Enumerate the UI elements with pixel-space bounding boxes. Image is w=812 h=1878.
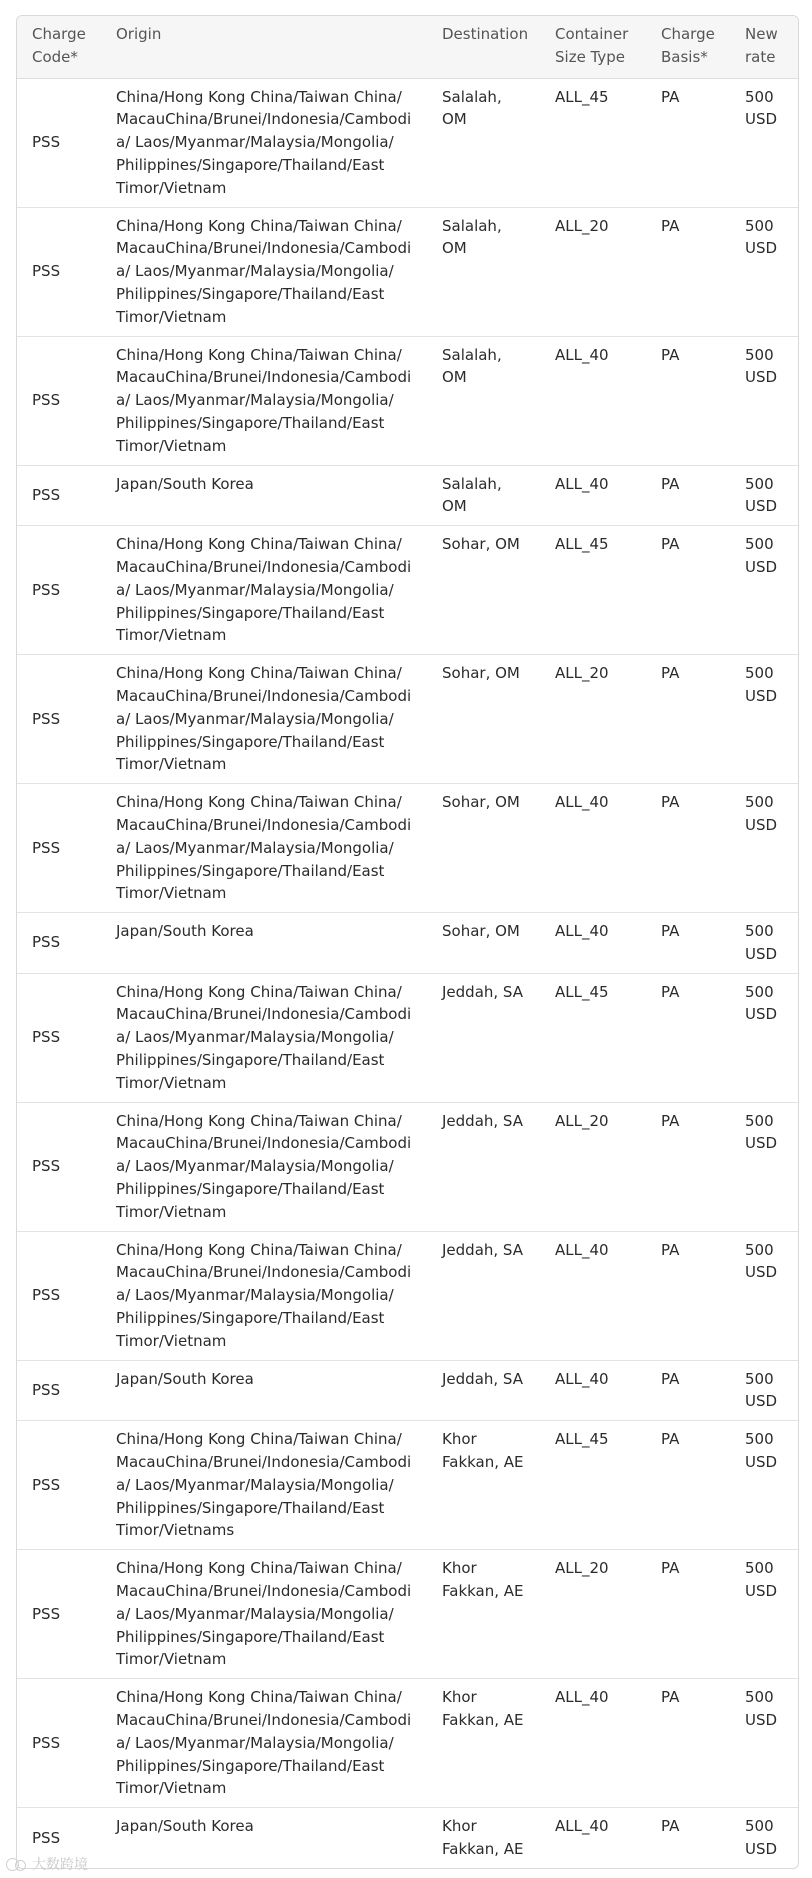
cell-new-rate: 500 USD	[730, 1679, 798, 1808]
cell-container-size-type: ALL_45	[555, 87, 609, 106]
cell-new-rate: 500 USD	[730, 207, 798, 336]
cell-container-size-type: ALL_45	[540, 1421, 646, 1550]
table-row	[17, 1421, 798, 1550]
cell-new-rate: 500 USD	[730, 1808, 798, 1868]
cell-destination: Khor Fakkan, AE	[427, 1550, 540, 1679]
cell-destination: Sohar, OM	[427, 913, 540, 974]
cell-destination: Khor Fakkan, AE	[427, 1808, 540, 1868]
table-row	[17, 1360, 798, 1421]
cell-container-size-type: ALL_40	[540, 465, 646, 526]
cell-charge-basis: PA	[646, 465, 730, 526]
cell-charge-basis: PA	[646, 1360, 730, 1421]
cell-charge-basis: PA	[646, 973, 730, 1102]
cell-origin: China/Hong Kong China/Taiwan China/ MacauChina/Brunei/Indonesia/Cambodia/ Laos/Myanmar/Malaysia/Mongolia/ Philippines/Singapore/Thailand/East Timor/Vietnam	[101, 1679, 427, 1808]
cell-destination: Sohar, OM	[427, 526, 540, 655]
table-row	[17, 1102, 798, 1231]
cell-new-rate: 500 USD	[730, 1231, 798, 1360]
cell-origin: China/Hong Kong China/Taiwan China/ MacauChina/Brunei/Indonesia/Cambodia/ Laos/Myanmar/Malaysia/Mongolia/ Philippines/Singapore/Thailand/East Timor/Vietnam	[101, 655, 427, 784]
cell-charge-basis: PA	[646, 1808, 730, 1868]
table-row	[17, 465, 798, 526]
table-row	[17, 78, 798, 207]
cell-container-size-type: ALL_40	[540, 336, 646, 465]
watermark-logo-icon	[6, 1857, 28, 1871]
watermark	[6, 1854, 88, 1874]
cell-destination: Sohar, OM	[427, 784, 540, 913]
cell-charge-basis: PA	[661, 87, 680, 106]
cell-new-rate: 500 USD	[730, 1421, 798, 1550]
cell-charge-code: PSS	[17, 1421, 101, 1550]
cell-container-size-type: ALL_20	[540, 655, 646, 784]
header-container-size-type: Container Size Type	[540, 16, 646, 78]
header-origin: Origin	[101, 16, 427, 78]
cell-destination: Salalah, OM	[442, 87, 502, 129]
cell-charge-code: PSS	[17, 1102, 101, 1231]
cell-destination: Khor Fakkan, AE	[427, 1679, 540, 1808]
header-row	[17, 16, 798, 78]
cell-container-size-type: ALL_20	[540, 207, 646, 336]
cell-charge-code: PSS	[17, 1550, 101, 1679]
table-row	[17, 526, 798, 655]
cell-container-size-type: ALL_20	[540, 1102, 646, 1231]
cell-charge-basis: PA	[646, 207, 730, 336]
cell-container-size-type: ALL_40	[540, 1231, 646, 1360]
table-row	[17, 1550, 798, 1679]
cell-container-size-type: ALL_40	[540, 1679, 646, 1808]
cell-charge-basis: PA	[646, 1102, 730, 1231]
cell-charge-basis: PA	[646, 526, 730, 655]
cell-charge-code: PSS	[17, 973, 101, 1102]
cell-new-rate: 500 USD	[730, 526, 798, 655]
watermark-text: 大数跨境	[32, 1857, 88, 1873]
table-body	[17, 78, 798, 1868]
cell-charge-code: PSS	[17, 465, 101, 526]
table-row	[17, 913, 798, 974]
cell-charge-code: PSS	[17, 784, 101, 913]
cell-charge-basis: PA	[646, 784, 730, 913]
cell-charge-basis: PA	[646, 1231, 730, 1360]
table-row	[17, 973, 798, 1102]
cell-destination: Salalah, OM	[427, 207, 540, 336]
cell-charge-basis: PA	[646, 1679, 730, 1808]
cell-container-size-type: ALL_45	[540, 973, 646, 1102]
cell-destination: Jeddah, SA	[427, 973, 540, 1102]
table-row	[17, 207, 798, 336]
cell-charge-code: PSS	[17, 1808, 101, 1868]
cell-destination: Jeddah, SA	[427, 1231, 540, 1360]
cell-charge-code: PSS	[17, 207, 101, 336]
cell-new-rate: 500 USD	[730, 336, 798, 465]
cell-origin: China/Hong Kong China/Taiwan China/ MacauChina/Brunei/Indonesia/Cambodia/ Laos/Myanmar/Malaysia/Mongolia/ Philippines/Singapore/Thailand/East Timor/Vietnam	[101, 1231, 427, 1360]
cell-charge-code: PSS	[17, 655, 101, 784]
cell-destination: Khor Fakkan, AE	[427, 1421, 540, 1550]
rate-table	[17, 16, 798, 1868]
cell-origin: Japan/South Korea	[101, 913, 427, 974]
table-row	[17, 336, 798, 465]
cell-new-rate: 500 USD	[730, 784, 798, 913]
table-row	[17, 1231, 798, 1360]
cell-charge-basis: PA	[646, 655, 730, 784]
cell-origin: China/Hong Kong China/Taiwan China/ MacauChina/Brunei/Indonesia/Cambodia/ Laos/Myanmar/Malaysia/Mongolia/ Philippines/Singapore/Thailand/East Timor/Vietnam	[101, 973, 427, 1102]
cell-charge-code: PSS	[17, 913, 101, 974]
header-new-rate: New rate	[730, 16, 798, 78]
cell-charge-code: PSS	[32, 133, 61, 152]
cell-destination: Sohar, OM	[427, 655, 540, 784]
table-row	[17, 1679, 798, 1808]
cell-new-rate: 500 USD	[730, 1360, 798, 1421]
cell-new-rate: 500 USD	[730, 913, 798, 974]
cell-charge-code: PSS	[17, 526, 101, 655]
cell-charge-basis: PA	[646, 913, 730, 974]
cell-container-size-type: ALL_45	[540, 526, 646, 655]
cell-charge-code: PSS	[17, 336, 101, 465]
cell-new-rate: 500 USD	[730, 1102, 798, 1231]
cell-destination: Jeddah, SA	[427, 1360, 540, 1421]
cell-origin: China/Hong Kong China/Taiwan China/ MacauChina/Brunei/Indonesia/Cambodia/ Laos/Myanmar/Malaysia/Mongolia/ Philippines/Singapore/Thailand/East Timor/Vietnam	[101, 1102, 427, 1231]
cell-charge-code: PSS	[17, 1360, 101, 1421]
cell-new-rate: 500 USD	[730, 465, 798, 526]
cell-new-rate: 500 USD	[730, 973, 798, 1102]
cell-charge-basis: PA	[646, 336, 730, 465]
cell-destination: Jeddah, SA	[427, 1102, 540, 1231]
header-charge-basis: Charge Basis*	[646, 16, 730, 78]
header-charge-code: Charge Code*	[17, 16, 101, 78]
cell-origin: China/Hong Kong China/Taiwan China/ MacauChina/Brunei/Indonesia/Cambodia/ Laos/Myanmar/Malaysia/Mongolia/ Philippines/Singapore/Thailand/East Timor/Vietnam	[116, 87, 412, 197]
cell-container-size-type: ALL_20	[540, 1550, 646, 1679]
cell-origin: China/Hong Kong China/Taiwan China/ MacauChina/Brunei/Indonesia/Cambodia/ Laos/Myanmar/Malaysia/Mongolia/ Philippines/Singapore/Thailand/East Timor/Vietnam	[101, 784, 427, 913]
cell-origin: Japan/South Korea	[101, 1360, 427, 1421]
cell-container-size-type: ALL_40	[540, 1808, 646, 1868]
cell-origin: China/Hong Kong China/Taiwan China/ MacauChina/Brunei/Indonesia/Cambodia/ Laos/Myanmar/Malaysia/Mongolia/ Philippines/Singapore/Thailand/East Timor/Vietnam	[101, 207, 427, 336]
table-row	[17, 655, 798, 784]
rate-table-container	[16, 15, 799, 1869]
cell-charge-code: PSS	[17, 1231, 101, 1360]
cell-origin: China/Hong Kong China/Taiwan China/ MacauChina/Brunei/Indonesia/Cambodia/ Laos/Myanmar/Malaysia/Mongolia/ Philippines/Singapore/Thailand/East Timor/Vietnams	[101, 1421, 427, 1550]
cell-container-size-type: ALL_40	[540, 784, 646, 913]
table-header	[17, 16, 798, 78]
cell-charge-code: PSS	[17, 1679, 101, 1808]
cell-new-rate: 500 USD	[745, 87, 778, 129]
cell-new-rate: 500 USD	[730, 1550, 798, 1679]
cell-container-size-type: ALL_40	[540, 913, 646, 974]
cell-origin: Japan/South Korea	[101, 1808, 427, 1868]
cell-destination: Salalah, OM	[427, 465, 540, 526]
cell-container-size-type: ALL_40	[540, 1360, 646, 1421]
cell-origin: China/Hong Kong China/Taiwan China/ MacauChina/Brunei/Indonesia/Cambodia/ Laos/Myanmar/Malaysia/Mongolia/ Philippines/Singapore/Thailand/East Timor/Vietnam	[101, 1550, 427, 1679]
cell-origin: China/Hong Kong China/Taiwan China/ MacauChina/Brunei/Indonesia/Cambodia/ Laos/Myanmar/Malaysia/Mongolia/ Philippines/Singapore/Thailand/East Timor/Vietnam	[101, 336, 427, 465]
table-row	[17, 784, 798, 913]
cell-charge-basis: PA	[646, 1421, 730, 1550]
cell-origin: Japan/South Korea	[101, 465, 427, 526]
table-row	[17, 1808, 798, 1868]
cell-destination: Salalah, OM	[427, 336, 540, 465]
cell-origin: China/Hong Kong China/Taiwan China/ MacauChina/Brunei/Indonesia/Cambodia/ Laos/Myanmar/Malaysia/Mongolia/ Philippines/Singapore/Thailand/East Timor/Vietnam	[101, 526, 427, 655]
cell-new-rate: 500 USD	[730, 655, 798, 784]
header-destination: Destination	[427, 16, 540, 78]
cell-charge-basis: PA	[646, 1550, 730, 1679]
